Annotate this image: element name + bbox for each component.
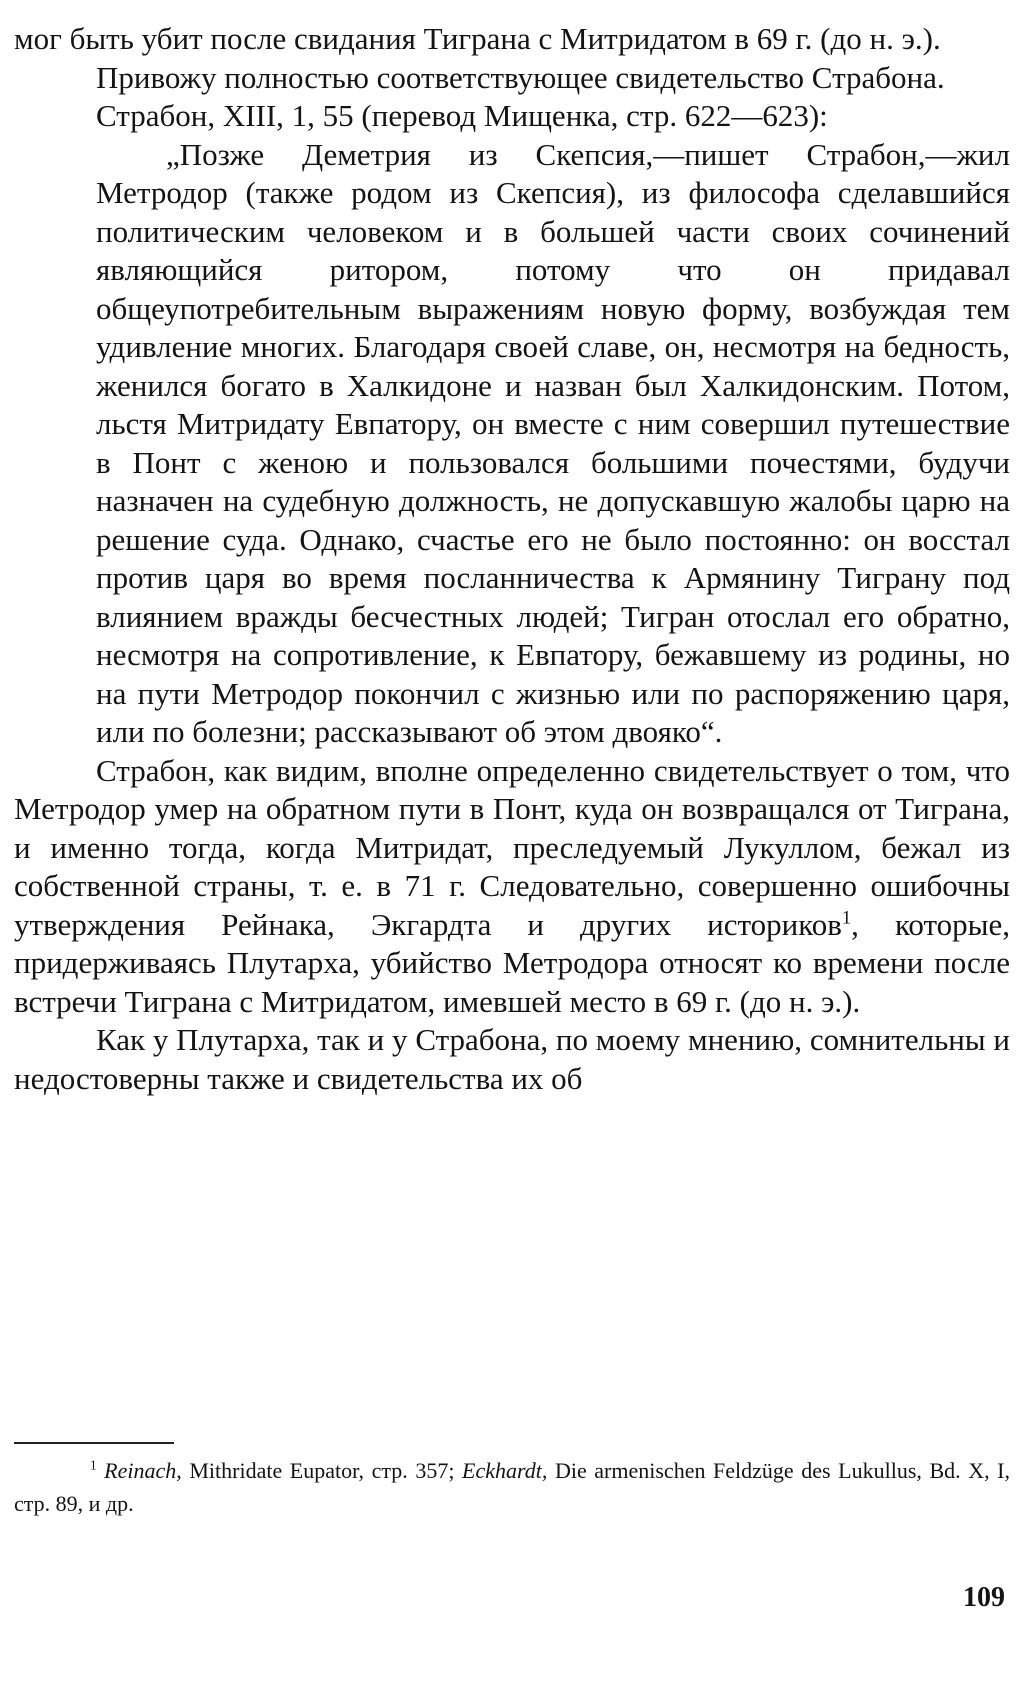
footnote-author-1: Reinach, (104, 1458, 182, 1483)
footnote-text-2: Die armenischen Feldzüge des Lukullus, Bd. X, I, стр. 89, и др. (14, 1458, 1011, 1516)
paragraph-4: Как у Плутарха, так и у Страбона, по моему мнению, сомнительны и недостоверны также и свидетельства их об (14, 1022, 1010, 1096)
strabo-quotation: „Позже Деметрия из Скепсия,—пишет Страбон,—жил Метродор (также родом из Скепсия), из философа сделавшийся политическим человеком и в большей части своих сочинений являющийся ритором, потому что он придавал общеупотребительным выражениям новую форму, возбуждая тем удивление многих. Благодаря своей славе, он, несмотря на бедность, женился богато в Халкидоне и назван был Халкидонским. Потом, льстя Митридату Евпатору, он вместе с ним совершил путешествие в Понт с женою и пользовался большими почестями, будучи назначен на судебную должность, не допускавшую жалобы царю на решение суда. Однако, счастье его не было постоянно: он восстал против царя во время посланничества к Армянину Тиграну под влиянием вражды бесчестных людей; Тигран отослал его обратно, несмотря на сопротивление, к Евпатору, бежавшему из родины, но на пути Метродор покончил с жизнью или по распоряжению царя, или по болезни; рассказывают об этом двояко“. (96, 136, 1010, 749)
citation-line: Страбон, XIII, 1, 55 (перевод Мищенка, стр. 622—623): (96, 98, 828, 133)
paragraph-3-text-a: Страбон, как видим, вполне определенно свидетельствует о том, что Метродор умер на обратном пути в Понт, куда он возвращался от Тиграна, и именно тогда, когда Митридат, преследуемый Лукуллом, бежал из собственной страны, т. е. в 71 г. Следовательно, совершенно ошибочны утверждения Рейнака, Экгардта и других историков (14, 752, 1010, 942)
quotation-block (96, 97, 1010, 752)
page-number: 109 (963, 1582, 1005, 1613)
footnote-text-1: Mithridate Eupator, стр. 357; (181, 1458, 463, 1483)
footnote-author-2: Eckhardt, (462, 1458, 548, 1483)
paragraph-2: Привожу полностью соответствующее свидетельство Страбона. (96, 59, 945, 95)
footnote-marker: 1 (90, 1457, 97, 1473)
page-body (14, 20, 1010, 1098)
footnote-reference: 1 (841, 907, 852, 929)
paragraph-1: мог быть убит после свидания Тиграна с Митридатом в 69 г. (до н. э.). (14, 21, 941, 56)
footnote (14, 1454, 1010, 1520)
paragraph-3-text-b: , которые, придерживаясь Плутарха, убийство Метродора относят ко времени после встречи Тиграна с Митридатом, имевшей место в 69 г. (до н. э.). (14, 906, 1010, 1019)
paragraph-3 (14, 752, 1010, 1022)
footnote-divider (14, 1442, 174, 1444)
